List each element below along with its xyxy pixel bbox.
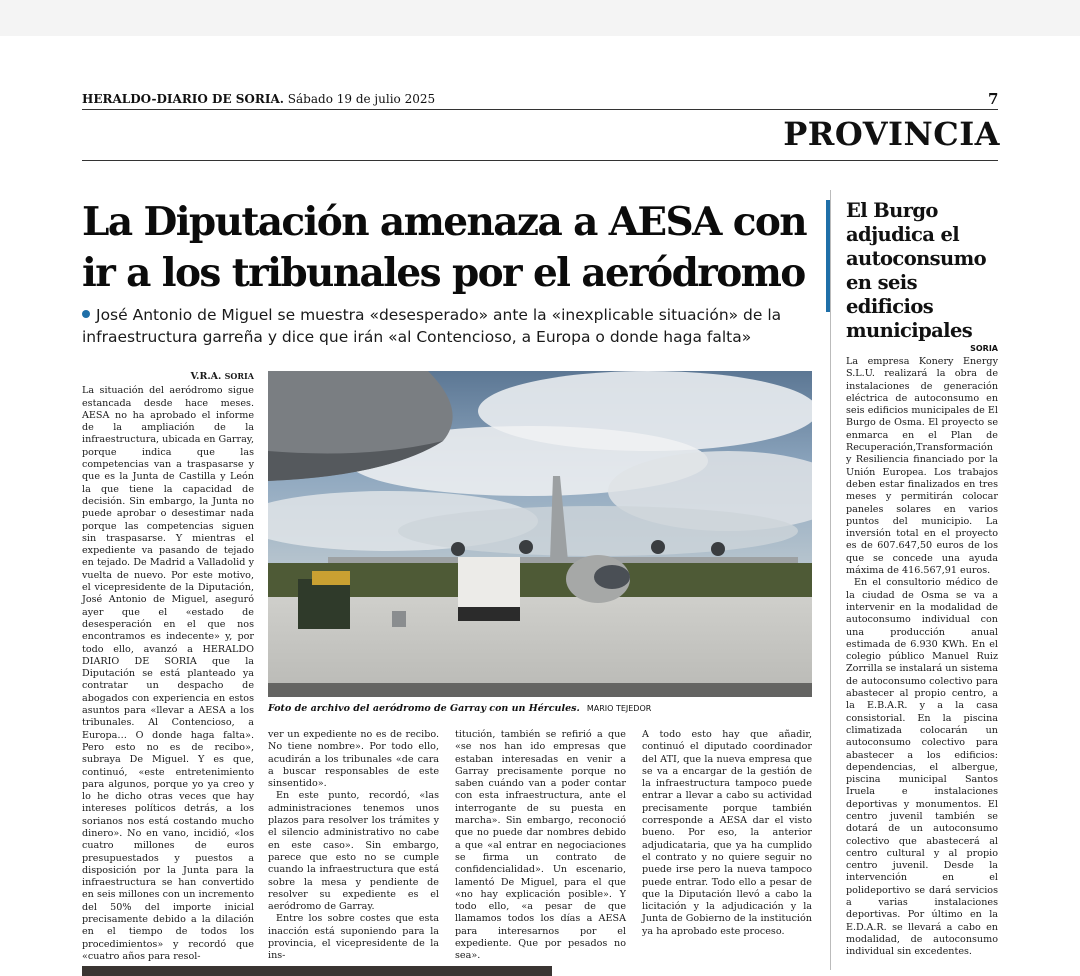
section-rule — [82, 160, 998, 161]
sidebar-column — [846, 356, 998, 959]
article-column-3 — [455, 729, 626, 963]
article-photo — [268, 371, 812, 697]
article-column-4 — [642, 729, 812, 938]
article-headline: La Diputación amenaza a AESA con ir a los tribunales por el aeródromo — [82, 199, 807, 296]
hercules-aircraft-image — [268, 371, 812, 697]
article-paragraph: En este punto, recordó, «las administraciones tenemos unos plazos para resolver los trámites y el silencio administrativo no cabe en este caso». Sin embargo, parece que esto no se cumple cuando la infraestructura que está sobre la mesa y pendiente de resolver su expediente es el aeródromo de Garray. — [268, 790, 439, 913]
newspaper-name: HERALDO-DIARIO DE SORIA. — [82, 92, 284, 106]
running-header — [82, 92, 435, 106]
subhead-text: José Antonio de Miguel se muestra «desesperado» ante la «inexplicable situación» de la infraestructura garreña y dice que irán «al Contencioso, a Europa o donde haga falta» — [82, 306, 782, 346]
article-subhead — [82, 304, 810, 348]
sidebar-location: SORIA — [970, 344, 998, 353]
caption-text: Foto de archivo del aeródromo de Garray con un Hércules. — [268, 703, 580, 714]
byline-author: V.R.A. — [190, 371, 222, 382]
photo-credit: MARIO TEJEDOR — [586, 704, 652, 713]
sidebar-accent-bar — [826, 200, 830, 312]
next-photo-edge — [82, 966, 552, 976]
photo-caption — [268, 703, 651, 714]
byline — [82, 370, 254, 383]
article-paragraph: ver un expediente no es de recibo. No tiene nombre». Por todo ello, acudirán a los tribunales «de cara a buscar responsables de este sinsentido». — [268, 729, 439, 790]
article-paragraph: Entre los sobre costes que esta inacción está suponiendo para la provincia, el vicepresidente de la ins- — [268, 913, 439, 962]
article-column-2 — [268, 729, 439, 963]
sidebar-paragraph: En el consultorio médico de la ciudad de Osma se va a intervenir en la modalidad de autoconsumo individual con una producción anual estimada de 6.930 KWh. En el colegio público Manuel Ruiz Zorrilla se instalará un sistema de autoconsumo colectivo para abastecer al propio centro, a la E.B.A.R. y a la casa consistorial. En la piscina climatizada colocarán un autoconsumo colectivo para abastecer a los edificios: dependencias, el albergue, piscina municipal Santos Iruela e instalaciones deportivas y monumentos. El centro juvenil también se dotará de un autoconsumo colectivo que abastecerá al centro cultural y al propio centro juvenil. Desde la intervención en el polideportivo se dará servicios a varias instalaciones deportivas. Por último en la E.D.A.R. se llevará a cabo en modalidad, de autoconsumo individual sin excedentes. — [846, 577, 998, 958]
sidebar-headline: El Burgo adjudica el autoconsumo en seis edificios municipales — [846, 199, 987, 342]
article-column-1 — [82, 370, 254, 963]
header-rule — [82, 109, 998, 110]
top-band — [0, 0, 1080, 36]
article-paragraph: La situación del aeródromo sigue estancada desde hace meses. AESA no ha aprobado el informe de la ampliación de la infraestructura, ubicada en Garray, porque indica que las competencias van a traspasarse y que es la Junta de Castilla y León la que tiene la capacidad de decisión. Sin embargo, la Junta no puede aprobar o desestimar nada porque las competencias siguen sin traspasarse. Y mientras el expediente va pasando de tejado en tejado. De Madrid a Valladolid y vuelta de nuevo. Por este motivo, el vicepresidente de la Diputación, José Antonio de Miguel, aseguró ayer que el «estado de desesperación en el que nos encontramos es indecente» y, por todo ello, avanzó a HERALDO DIARIO DE SORIA que la Diputación se está planteado ya contratar un despacho de abogados con experiencia en estos asuntos para «llevar a AESA a los tribunales. Al Contencioso, a Europa… O donde haga falta». Pero esto no es de recibo», subraya De Miguel. Y es que, continuó, «este entretenimiento para algunos, porque yo ya creo y lo he dicho otras veces que hay intereses políticos detrás, a los sorianos nos está costando mucho dinero». No en vano, incidió, «los cuatro millones de euros presupuestados y puestos a disposición por la Junta para la infraestructura se han convertido en seis millones con un incremento del 50% del importe inicial precisamente debido a la dilación en el tiempo de todos los procedimientos» y recordó que «cuatro años para resol- — [82, 385, 254, 962]
section-title: PROVINCIA — [783, 115, 1000, 153]
byline-location: SORIA — [224, 371, 254, 381]
page-number: 7 — [988, 90, 999, 108]
bullet-icon — [82, 310, 90, 318]
issue-date: Sábado 19 de julio 2025 — [287, 92, 436, 106]
column-divider — [830, 190, 831, 970]
article-paragraph: titución, también se refirió a que «se nos han ido empresas que estaban interesadas en venir a Garray precisamente porque no saben cuándo van a poder contar con esta infraestructura, ante el interrogante de su puesta en marcha». Sin embargo, reconoció que no puede dar nombres debido a que «al entrar en negociaciones se firma un contrato de confidencialidad». Un escenario, lamentó De Miguel, para el que «no hay explicación posible». Y todo ello, «a pesar de que llamamos todos los días a AESA para interesarnos por el expediente. Que por pesados no sea». — [455, 729, 626, 962]
sidebar-paragraph: La empresa Konery Energy S.L.U. realizará la obra de instalaciones de generación eléctrica de autoconsumo en seis edificios municipales de El Burgo de Osma. El proyecto se enmarca en el Plan de Recuperación,Transformación y Resiliencia financiado por la Unión Europea. Los trabajos deben estar finalizados en tres meses y permitirán colocar paneles solares en varios puntos del municipio. La inversión total en el proyecto es de 607.647,50 euros de los que se concede una ayuda máxima de 416.567,91 euros. — [846, 356, 998, 577]
article-paragraph: A todo esto hay que añadir, continuó el diputado coordinador del ATI, que la nueva empresa que se va a encargar de la gestión de la infraestructura tampoco puede entrar a llevar a cabo su actividad precisamente porque también corresponde a AESA dar el visto bueno. Por eso, la anterior adjudicataria, que ya ha cumplido el contrato y no quiere seguir no puede irse pero la nueva tampoco puede entrar. Todo ello a pesar de que la Diputación llevó a cabo la licitación y la adjudicación y la Junta de Gobierno de la institución ya ha aprobado este proceso. — [642, 729, 812, 937]
